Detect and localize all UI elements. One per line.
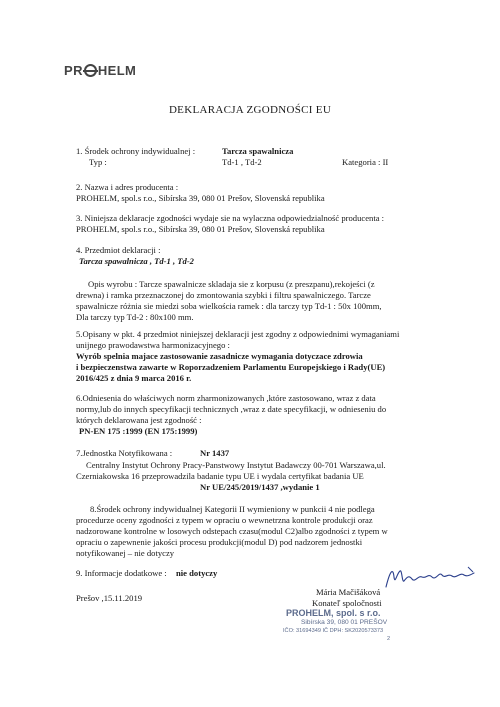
logo-text-start: PR <box>64 63 83 78</box>
section1-category: Kategoria : II <box>342 157 389 167</box>
section8-line: nadzorowane kontrolne w losowych odstepach czasu(modul C2)albo zgodności z typem w <box>76 526 388 536</box>
section5-line: 5.Opisany w pkt. 4 przedmiot niniejszej deklaracji jest zgodny z odpowiednimi wymaganiami <box>76 329 400 339</box>
section3-value: PROHELM, spol.s r.o., Sibírska 39, 080 01 Prešov, Slovenská republika <box>76 224 325 234</box>
stamp-address: Sibírska 39, 080 01 PREŠOV <box>301 619 388 626</box>
section1-product: Tarcza spawalnicza <box>222 146 294 156</box>
signatory-role: Konateľ spoločnosti <box>312 598 382 608</box>
document-title: DEKLARACJA ZGODNOŚCI EU <box>168 104 332 116</box>
section9-label: 9. Informacje dodatkowe : <box>76 568 167 578</box>
section2-value: PROHELM, spol.s r.o., Sibírska 39, 080 01 Prešov, Slovenská republika <box>76 193 325 203</box>
section7-certificate: Nr UE/245/2019/1437 ,wydanie 1 <box>200 482 320 492</box>
place-date: Prešov ,15.11.2019 <box>76 593 143 603</box>
stamp-registration: IČO: 31694349 IČ DPH: SK2020573373 <box>283 628 384 634</box>
section8-line: opraciu o zapewnenie jakości procesu produkcji(modul D) pod nadzorem jednostki <box>76 537 363 547</box>
section4-value: Tarcza spawalnicza , Td-1 , Td-2 <box>79 256 194 266</box>
stamp-company-name: PROHELM, spol. s r.o. <box>286 608 381 618</box>
section6-line: których deklarowana jest zgodność : <box>76 415 202 425</box>
section7-line: Centralny Instytut Ochrony Pracy-Panstwowy Instytut Badawczy 00-701 Warszawa,ul. <box>86 460 386 470</box>
section1-label: 1. Środek ochrony indywidualnej : <box>76 146 196 156</box>
signatory-name: Mária Mačišáková <box>316 587 381 597</box>
section5-bold-line: i bezpieczenstwa zawarte w Roporzadzeniem Parlamentu Europejskiego i Rady(UE) <box>76 362 386 372</box>
section3-label: 3. Niniejsza deklaracje zgodności wydaje sie na wylaczna odpowiedzialność producenta : <box>76 213 385 223</box>
section1-type-value: Td-1 , Td-2 <box>222 157 262 167</box>
stamp-number: 2 <box>387 636 391 642</box>
section1-type-label: Typ : <box>89 157 107 167</box>
company-logo <box>64 63 136 78</box>
section6-line: 6.Odniesenia do właściwych norm zharmonizowanych ,które zastosowano, wraz z data <box>76 393 376 403</box>
section4-description-line: drewna) i ramka przeznaczonej do zmontowania szybki i filtru spawalniczego. Tarcze <box>76 290 371 300</box>
logo-helmet-icon <box>84 64 97 77</box>
section2-label: 2. Nazwa i adres producenta : <box>76 182 179 192</box>
section7-label: 7.Jednostka Notyfikowana : <box>76 448 173 458</box>
section4-label: 4. Przedmiot deklaracji : <box>76 245 161 255</box>
section7-line: Czerniakowska 16 przeprowadzila badanie typu UE i wydala certyfikat badania UE <box>76 471 364 481</box>
handwritten-signature <box>382 563 478 591</box>
section6-norm: PN-EN 175 :1999 (EN 175:1999) <box>79 426 198 436</box>
section8-line: notyfikowanej – nie dotyczy <box>76 548 175 558</box>
logo-text-end: HELM <box>97 63 137 78</box>
section5-bold-line: 2016/425 z dnia 9 marca 2016 r. <box>76 373 192 383</box>
section5-line: unijnego prawodawstwa harmonizacyjnego : <box>76 340 230 350</box>
section7-number: Nr 1437 <box>200 448 230 458</box>
section8-line: 8.Środek ochrony indywidualnej Kategorii II wymieniony w punkcii 4 nie podlega <box>90 504 375 514</box>
section4-description-line: Opis wyrobu : Tarcze spawalnicze skladaja sie z korpusu (z preszpanu),rekojeści (z <box>88 279 375 289</box>
section4-description-line: spawalnicze różnia sie miedzi soba wielkościa ramek : dla tarczy typ Td-1 : 50x 100mm, <box>76 301 382 311</box>
section9-value: nie dotyczy <box>176 568 218 578</box>
section8-line: procedurze oceny zgodności z typem w opraciu o wewnetrzna kontrole produkcji oraz <box>76 515 373 525</box>
section4-description-line: Dla tarczy typ Td-2 : 80x100 mm. <box>76 312 194 322</box>
section5-bold-line: Wyrób spelnia majace zastosowanie zasadnicze wymagania dotyczace zdrowia <box>76 351 363 361</box>
section6-line: normy,lub do innych specyfikacji technicznych ,wraz z date specyfikacji, w odnieseniu do <box>76 404 387 414</box>
